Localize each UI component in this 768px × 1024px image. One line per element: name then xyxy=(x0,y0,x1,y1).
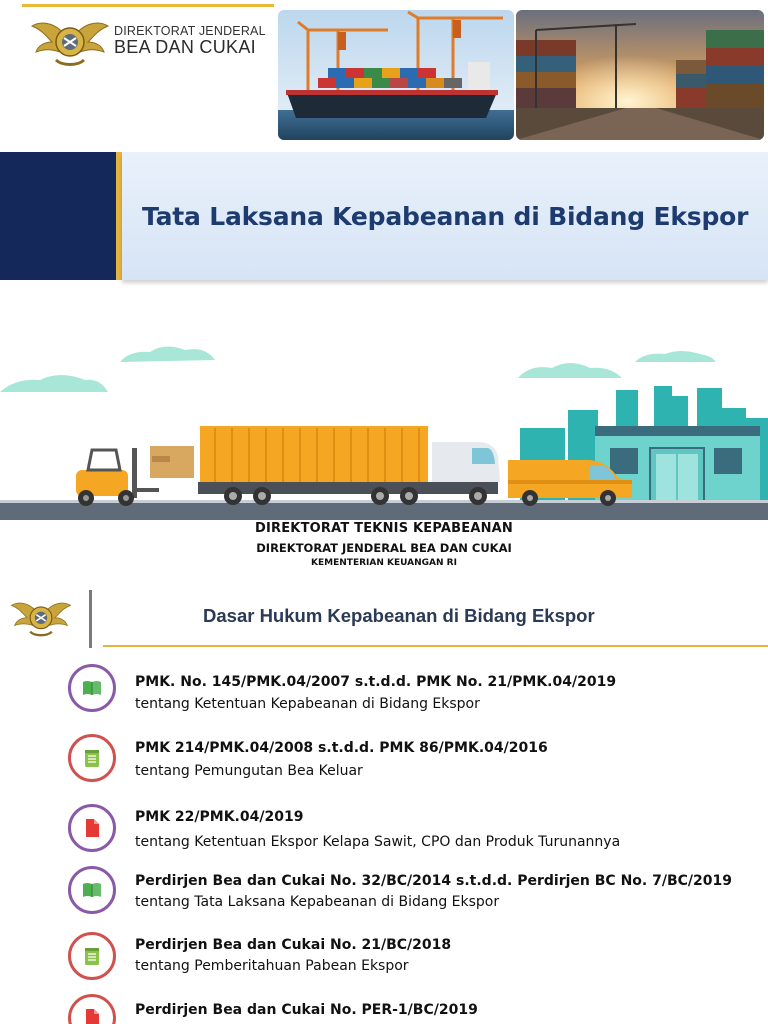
book-icon xyxy=(68,664,116,712)
directorate-general-name: DIREKTORAT JENDERAL BEA DAN CUKAI xyxy=(256,541,512,555)
logistics-illustration xyxy=(0,330,768,520)
list-item xyxy=(0,664,768,724)
org-name-small: DIREKTORAT JENDERAL xyxy=(114,24,266,38)
regulation-subtitle: tentang Ketentuan Kepabeanan di Bidang Ekspor xyxy=(135,696,480,712)
ministry-name: KEMENTERIAN KEUANGAN RI xyxy=(311,558,457,568)
notepad-icon xyxy=(68,734,116,782)
regulation-title: Perdirjen Bea dan Cukai No. 32/BC/2014 s.t.d.d. Perdirjen BC No. 7/BC/2019 xyxy=(135,873,732,889)
regulation-subtitle: tentang Pemungutan Bea Keluar xyxy=(135,763,363,779)
regulation-title: Perdirjen Bea dan Cukai No. PER-1/BC/2019 xyxy=(135,1002,478,1018)
document-icon xyxy=(68,804,116,852)
directorate-name: DIREKTORAT TEKNIS KEPABEANAN xyxy=(254,521,513,536)
org-name-big: BEA DAN CUKAI xyxy=(114,37,256,57)
list-item xyxy=(0,994,768,1024)
regulation-subtitle: tentang Pemberitahuan Pabean Ekspor xyxy=(135,958,409,974)
list-item xyxy=(0,866,768,926)
regulation-subtitle: tentang Ketentuan Ekspor Kelapa Sawit, CPO dan Produk Turunannya xyxy=(135,834,621,850)
container-port-photo xyxy=(516,10,764,140)
document-icon xyxy=(68,994,116,1024)
header-divider-vertical xyxy=(89,590,92,648)
regulation-subtitle: tentang Tata Laksana Kepabeanan di Bidang Ekspor xyxy=(135,894,500,910)
list-item xyxy=(0,734,768,794)
book-icon xyxy=(68,866,116,914)
list-item xyxy=(0,804,768,864)
page-title: Tata Laksana Kepabeanan di Bidang Ekspor xyxy=(142,202,749,231)
header-divider-horizontal xyxy=(103,645,768,647)
notepad-icon xyxy=(68,932,116,980)
list-item xyxy=(0,932,768,992)
regulation-title: PMK 214/PMK.04/2008 s.t.d.d. PMK 86/PMK.04/2016 xyxy=(135,740,548,756)
regulation-title: Perdirjen Bea dan Cukai No. 21/BC/2018 xyxy=(135,937,452,953)
cargo-ship-photo xyxy=(278,10,514,140)
regulation-title: PMK 22/PMK.04/2019 xyxy=(135,809,304,825)
title-navy-block xyxy=(0,152,116,280)
customs-emblem-icon xyxy=(10,588,72,646)
section-title: Dasar Hukum Kepabeanan di Bidang Ekspor xyxy=(203,605,595,626)
regulation-title: PMK. No. 145/PMK.04/2007 s.t.d.d. PMK No. 21/PMK.04/2019 xyxy=(135,674,617,690)
header-accent-line xyxy=(22,4,274,7)
customs-emblem-icon xyxy=(30,12,110,70)
